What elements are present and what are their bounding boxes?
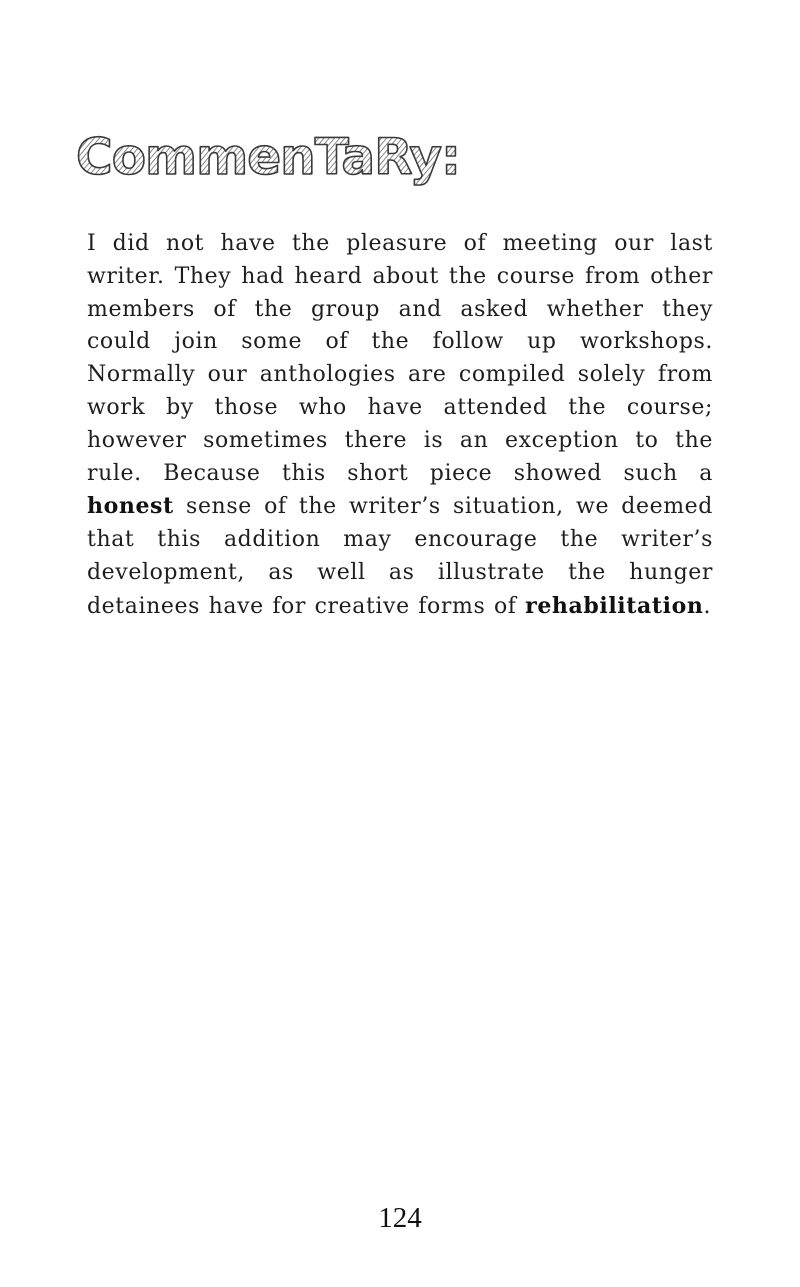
paragraph-text: I did not have the pleasure of meeting our last writer. They had heard about the course from other members of the group and asked whether they could join some of the follow up workshops. Normally our anthologies are compiled solely from work by those who have attended the course; however sometimes there is an exception to the rule. Because this short piece showed such a	[87, 231, 713, 486]
emphasis-text: rehabilitation	[525, 592, 704, 619]
heading-text: CommenTaRy:	[76, 128, 460, 186]
commentary-paragraph	[87, 228, 713, 624]
paragraph-text: .	[703, 593, 712, 619]
commentary-heading	[74, 118, 494, 198]
page-number: 124	[378, 1202, 422, 1234]
commentary-heading-graphic	[74, 118, 494, 198]
emphasis-text: honest	[87, 493, 174, 520]
paragraph-text: sense of the writer’s situation, we deemed that this addition may encourage the writer’s development, as well as illustrate the hunger detainees have for creative forms of	[87, 494, 713, 619]
